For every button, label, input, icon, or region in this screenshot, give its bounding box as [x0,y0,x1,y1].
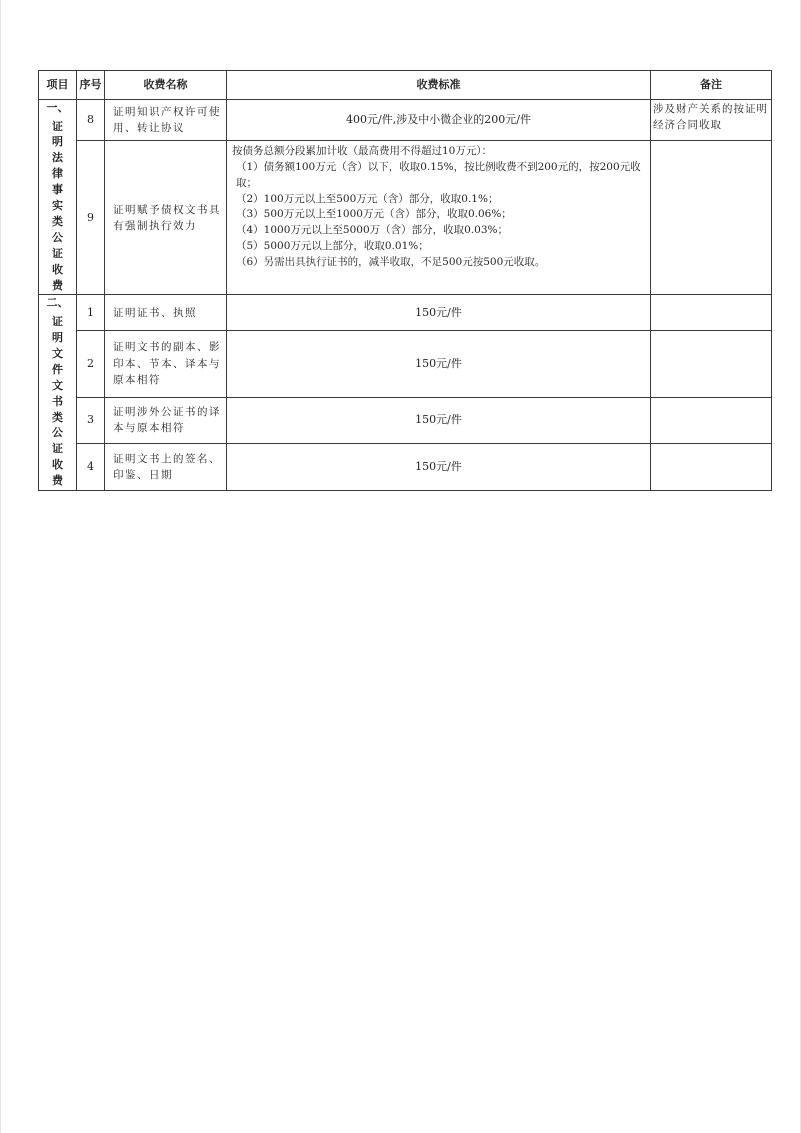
note-cell [651,443,772,490]
note-cell [651,331,772,397]
header-standard: 收费标准 [227,71,651,100]
note-cell [651,141,772,295]
standard-line: （4）1000万元以上至5000万（含）部分，收取0.03%； [236,224,508,237]
table-row [39,443,772,490]
category-label: 证明法律事实类公证收费 [52,119,63,292]
fee-standard-cell: 150元/件 [227,331,651,397]
fee-standard-cell: 150元/件 [227,397,651,443]
standard-line: （3）500万元以上至1000万元（含）部分，收取0.06%； [236,208,512,221]
table-row [39,100,772,141]
table-row [39,397,772,443]
category-number: 一、 [46,101,69,114]
seq-cell: 8 [77,100,105,141]
fee-name-cell: 证明文书的副本、影印本、节本、译本与原本相符 [105,331,227,397]
header-name: 收费名称 [105,71,227,100]
fee-standard-cell [227,141,651,295]
table-header-row [39,71,772,100]
standard-line: （1）债务额100万元（含）以下，收取0.15%，按比例收费不到200元的，按200元收取； [236,161,641,189]
fee-standard-cell: 400元/件,涉及中小微企业的200元/件 [227,100,651,141]
note-cell [651,397,772,443]
fee-name-cell: 证明知识产权许可使用、转让协议 [105,100,227,141]
note-cell [651,295,772,331]
category-label: 证明文件文书类公证收费 [52,314,63,488]
category-cell-1 [39,100,77,295]
fee-name-cell: 证明证书、执照 [105,295,227,331]
header-seq: 序号 [77,71,105,100]
seq-cell: 4 [77,443,105,490]
header-note: 备注 [651,71,772,100]
notary-fee-table [38,70,772,491]
seq-cell: 3 [77,397,105,443]
standard-line: （2）100万元以上至500万元（含）部分，收取0.1%； [236,192,499,205]
table-row [39,141,772,295]
fee-standard-cell: 150元/件 [227,443,651,490]
note-cell: 涉及财产关系的按证明经济合同收取 [651,100,772,141]
standard-line: 按债务总额分段累加计收（最高费用不得超过10万元）： [232,145,493,158]
table-row [39,331,772,397]
header-category: 项目 [39,71,77,100]
fee-name-cell: 证明文书上的签名、印鉴、日期 [105,443,227,490]
seq-cell: 1 [77,295,105,331]
fee-name-cell: 证明赋予债权文书具有强制执行效力 [105,141,227,295]
fee-standard-cell: 150元/件 [227,295,651,331]
seq-cell: 9 [77,141,105,295]
table-row [39,295,772,331]
standard-line: （5）5000万元以上部分，收取0.01%； [236,239,429,252]
fee-name-cell: 证明涉外公证书的译本与原本相符 [105,397,227,443]
standard-line: （6）另需出具执行证书的，减半收取，不足500元按500元收取。 [236,255,546,268]
category-number: 二、 [46,296,69,310]
category-cell-2 [39,295,77,490]
seq-cell: 2 [77,331,105,397]
